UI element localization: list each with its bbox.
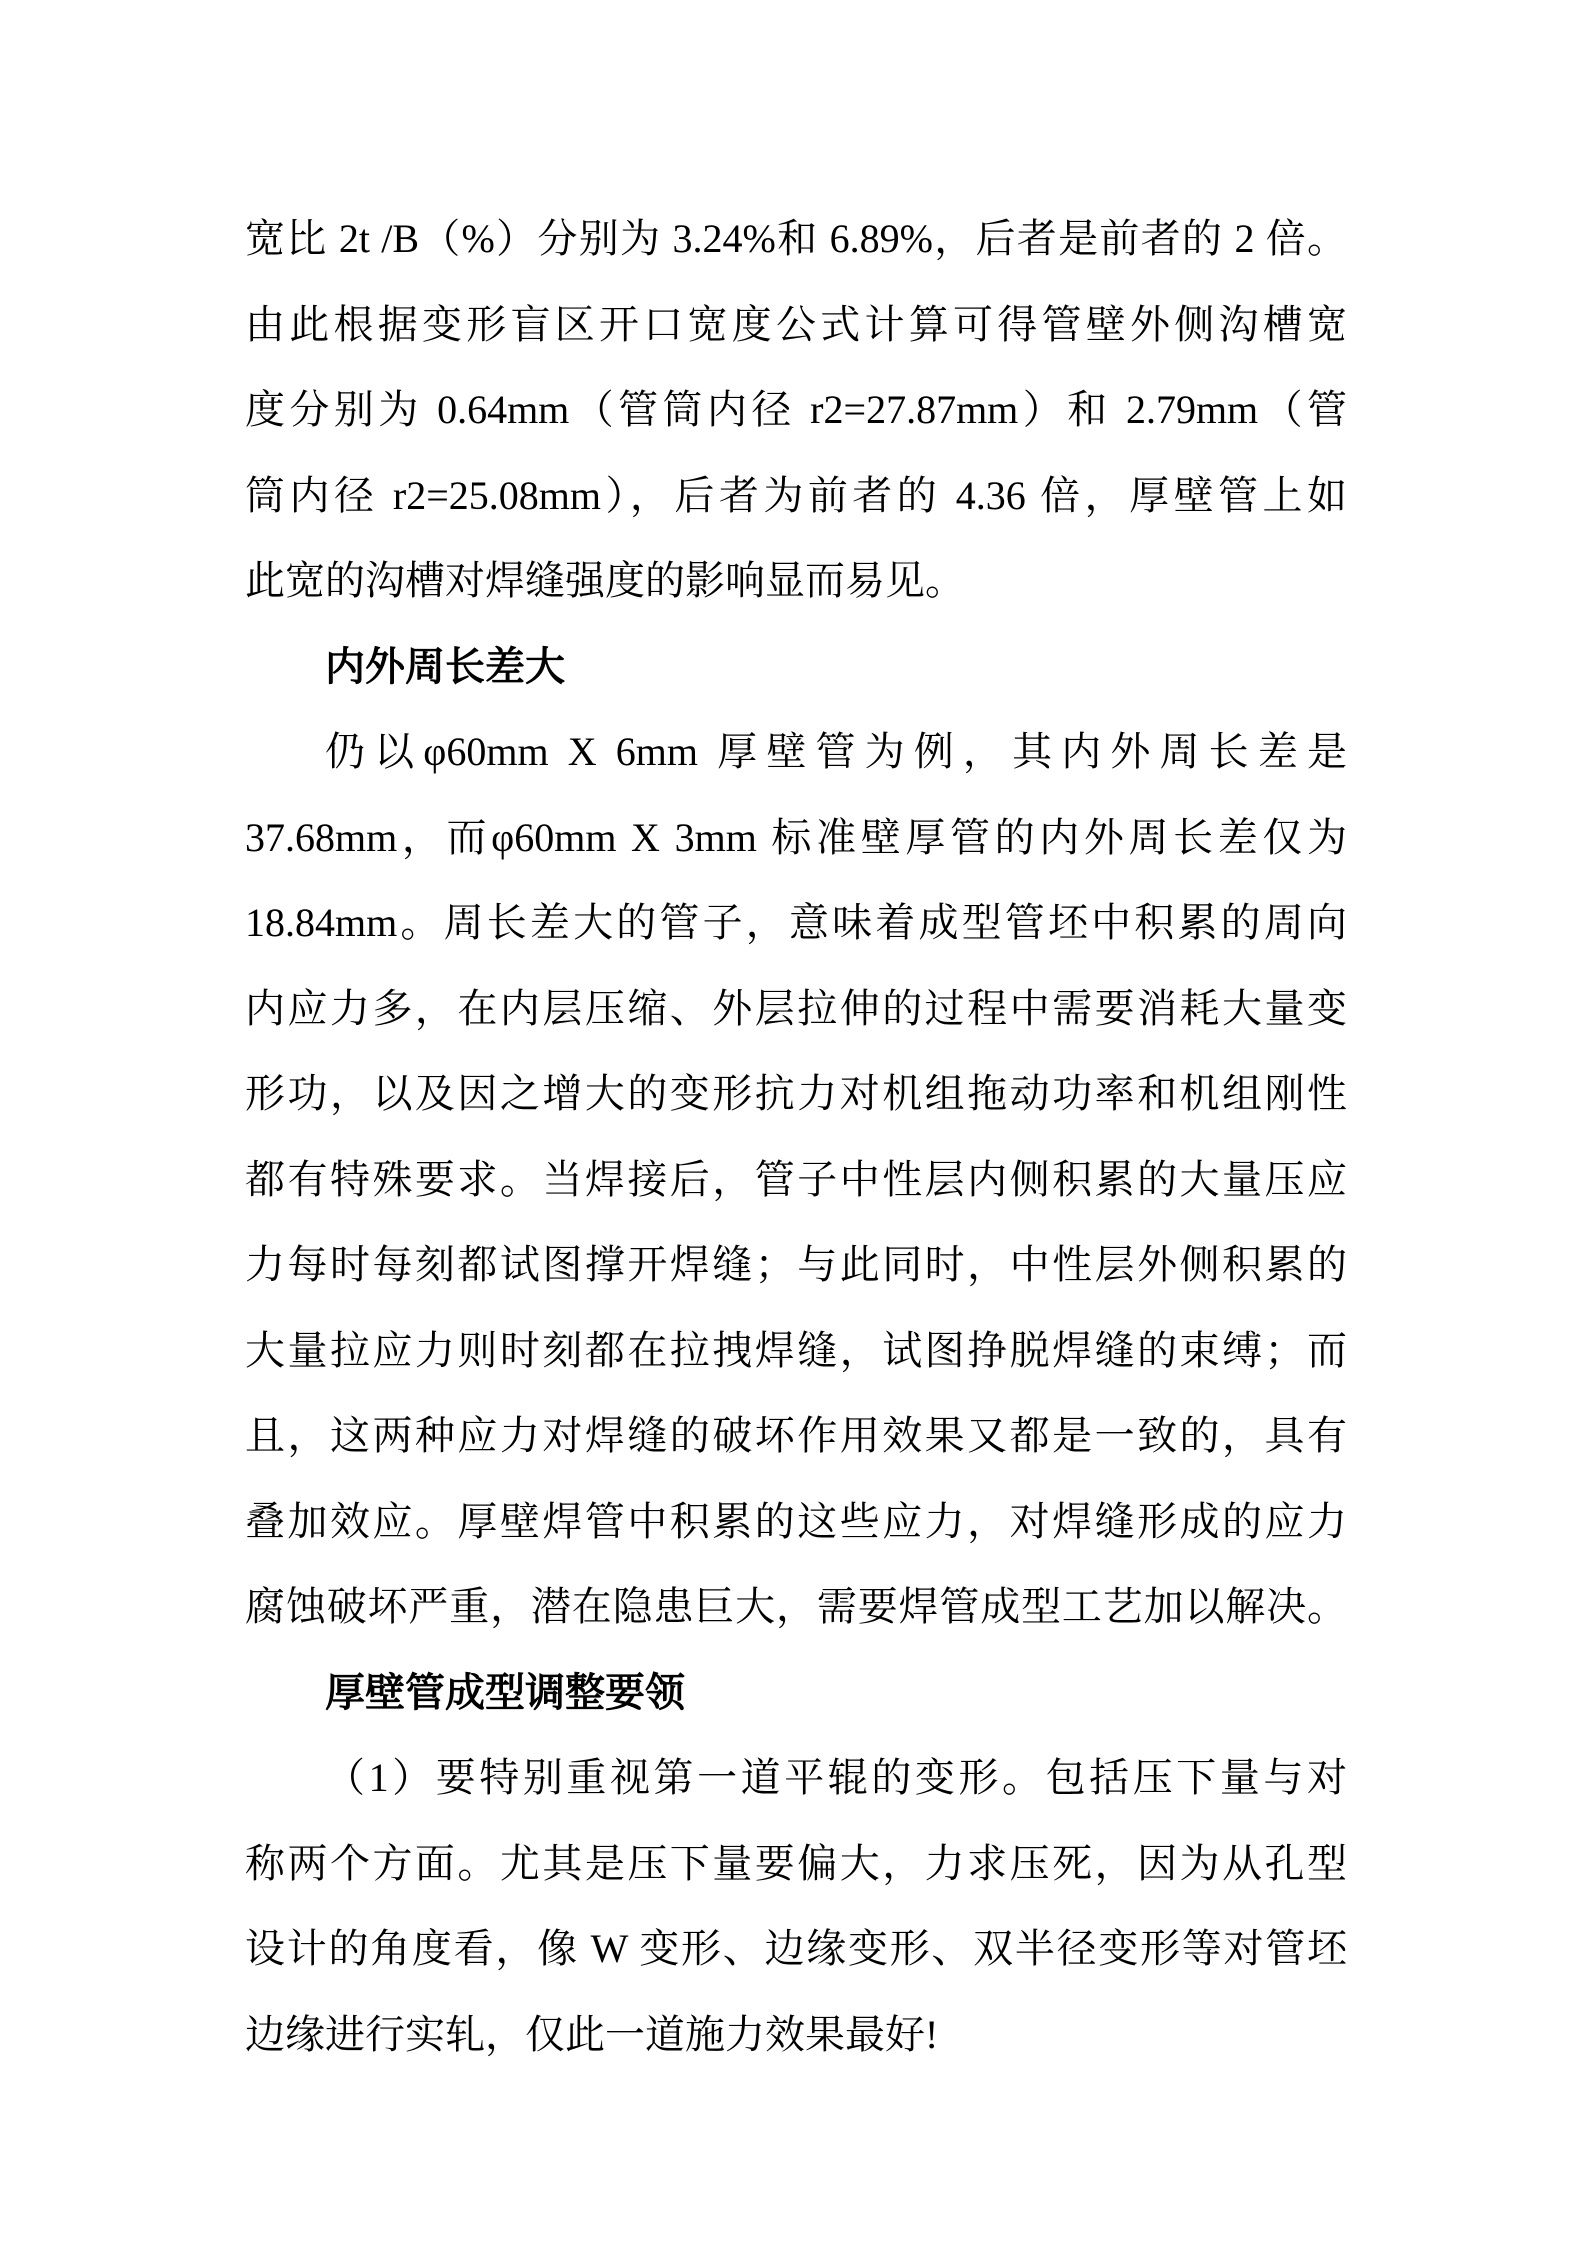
text-line: 设计的角度看，像 W 变形、边缘变形、双半径变形等对管坯 bbox=[245, 1926, 1347, 1971]
text-line: 由此根据变形盲区开口宽度公式计算可得管壁外侧沟槽宽 bbox=[245, 301, 1347, 347]
section-heading: 厚壁管成型调整要领 bbox=[325, 1669, 685, 1715]
text-line: 形功，以及因之增大的变形抗力对机组拖动功率和机组刚性 bbox=[245, 1071, 1347, 1116]
text-line: 大量拉应力则时刻都在拉拽焊缝，试图挣脱焊缝的束缚；而 bbox=[245, 1327, 1347, 1373]
text-line: 37.68mm，而φ60mm X 3mm 标准壁厚管的内外周长差仅为 bbox=[245, 814, 1347, 860]
text-line: 宽比 2t /B（%）分别为 3.24%和 6.89%，后者是前者的 2 倍。 bbox=[245, 216, 1347, 261]
text-line: 仍以φ60mm X 6mm 厚壁管为例，其内外周长差是 bbox=[325, 729, 1347, 774]
text-line: 筒内径 r2=25.08mm），后者为前者的 4.36 倍，厚壁管上如 bbox=[245, 472, 1347, 518]
text-line: 18.84mm。周长差大的管子，意味着成型管坯中积累的周向 bbox=[245, 900, 1347, 945]
text-line: 称两个方面。尤其是压下量要偏大，力求压死，因为从孔型 bbox=[245, 1840, 1347, 1886]
text-line: 边缘进行实轧，仅此一道施力效果最好! bbox=[245, 2011, 939, 2057]
text-line: 都有特殊要求。当焊接后，管子中性层内侧积累的大量压应 bbox=[245, 1156, 1347, 1202]
text-line: 此宽的沟槽对焊缝强度的影响显而易见。 bbox=[245, 558, 965, 603]
text-line: 且，这两种应力对焊缝的破坏作用效果又都是一致的，具有 bbox=[245, 1413, 1347, 1458]
text-line: 内应力多，在内层压缩、外层拉伸的过程中需要消耗大量变 bbox=[245, 985, 1347, 1031]
text-line: （1）要特别重视第一道平辊的变形。包括压下量与对 bbox=[325, 1755, 1347, 1800]
section-heading: 内外周长差大 bbox=[325, 643, 565, 689]
text-line: 力每时每刻都试图撑开焊缝；与此同时，中性层外侧积累的 bbox=[245, 1242, 1347, 1287]
text-line: 叠加效应。厚壁焊管中积累的这些应力，对焊缝形成的应力 bbox=[245, 1498, 1347, 1544]
text-line: 腐蚀破坏严重，潜在隐患巨大，需要焊管成型工艺加以解决。 bbox=[245, 1584, 1347, 1629]
text-line: 度分别为 0.64mm（管筒内径 r2=27.87mm）和 2.79mm（管 bbox=[245, 387, 1347, 432]
document-text-block bbox=[245, 196, 1347, 2077]
